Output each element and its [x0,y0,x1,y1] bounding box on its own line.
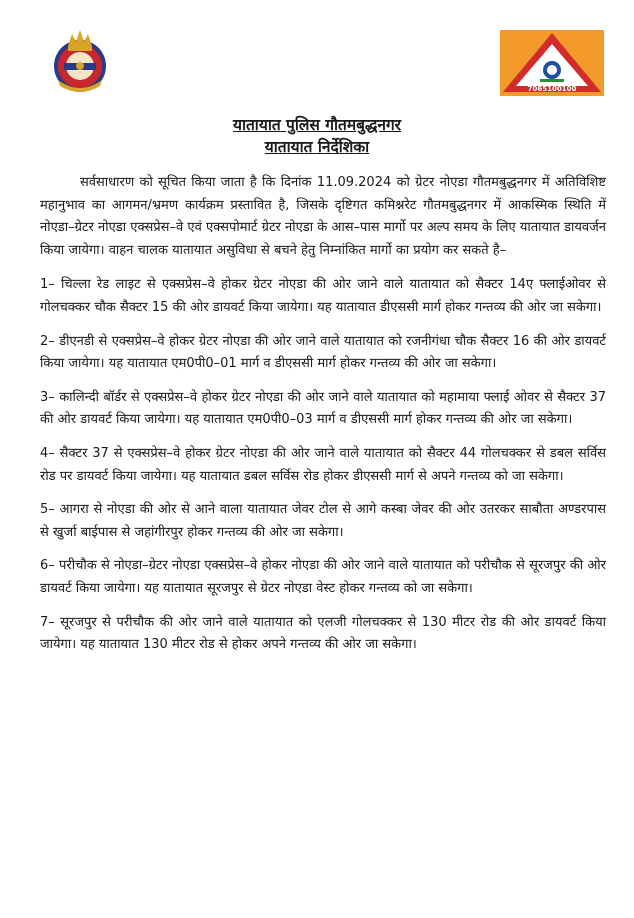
title-line-1: यातायात पुलिस गौतमबुद्धनगर [232,116,402,134]
intro-paragraph: सर्वसाधारण को सूचित किया जाता है कि दिनांक 11.09.2024 को ग्रेटर नोएडा गौतमबुद्धनगर में अतिविशिष्ट महानुभाव का आगमन/भ्रमण कार्यक्रम प्रस्तावित है, जिसके दृष्टिगत कमिश्नरेट गौतमबुद्धनगर में आकस्मिक स्थिति में नोएडा–ग्रेटर नोएडा एक्सप्रेस–वे एवं एक्सपोमार्ट ग्रेटर नोएडा के आस–पास मार्गो पर अल्प समय के लिए यातायात डायवर्जन किया जायेगा। वाहन चालक यातायात असुविधा से बचने हेतु निम्नांकित मार्गो का प्रयोग कर सकते है– [40,175,606,258]
diversion-point: 1– चिल्ला रेड लाइट से एक्सप्रेस–वे होकर ग्रेटर नोएडा की ओर जाने वाले यातायात को सैक्टर 14ए फ्लाईओवर से गोलचक्कर चौक सैक्टर 15 की ओर डायवर्ट किया जायेगा। यह यातायात डीएससी मार्ग होकर गन्तव्य की ओर जा सकेगा। [40,277,606,315]
traffic-police-triangle-icon [500,30,604,96]
document-title [0,114,634,158]
diversion-point: 6– परीचौक से नोएडा–ग्रेटर नोएडा एक्सप्रेस–वे होकर नोएडा की ओर जाने वाले यातायात को परीचौक से सूरजपुर की ओर डायवर्ट किया जायेगा। यह यातायात सूरजपुर से ग्रेटर नोएडा वेस्ट होकर गन्तव्य को जा सकेगा। [40,558,606,596]
title-line-2: यातायात निर्देशिका [264,138,370,156]
diversion-point: 3– कालिन्दी बॉर्डर से एक्सप्रेस–वे होकर ग्रेटर नोएडा की ओर जाने वाले यातायात को महामाया फ्लाई ओवर से सैक्टर 37 की ओर डायवर्ट किया जायेगा। यह यातायात एम0पी0–03 मार्ग व डीएससी मार्ग होकर गन्तव्य की ओर जा सकेगा। [40,389,606,428]
diversion-point: 5– आगरा से नोएडा की ओर से आने वाला यातायात जेवर टोल से आगे कस्बा जेवर की ओर उतरकर साबौता अण्डरपास से खुर्जा बाईपास से जहांगीरपुर होकर गन्तव्य की ओर जा सकेगा। [40,502,606,540]
helpline-number: 7065100100 [527,85,577,93]
diversion-point: 7– सूरजपुर से परीचौक की ओर जाने वाले यातायात को एलजी गोलचक्कर से 130 मीटर रोड की ओर डायवर्ट किया जायेगा। यह यातायात 130 मीटर रोड से होकर अपने गन्तव्य की ओर जा सकेगा। [40,614,606,653]
diversion-point: 2– डीएनडी से एक्सप्रेस–वे होकर ग्रेटर नोएडा की ओर जाने वाले यातायात को रजनीगंधा चौक सैक्टर 16 की ओर डायवर्ट किया जायेगा। यह यातायात एम0पी0–01 मार्ग व डीएससी मार्ग होकर गन्तव्य की ओर जा सकेगा। [40,333,606,372]
up-police-emblem-icon [44,26,116,96]
diversion-point: 4– सैक्टर 37 से एक्सप्रेस–वे होकर ग्रेटर नोएडा की ओर जाने वाले यातायात को सैक्टर 44 गोलचक्कर से डबल सर्विस रोड पर डायवर्ट किया जायेगा। यह यातायात डबल सर्विस रोड होकर डीएससी मार्ग से अपने गन्तव्य को जा सकेगा। [40,445,606,484]
document-body [40,172,606,668]
